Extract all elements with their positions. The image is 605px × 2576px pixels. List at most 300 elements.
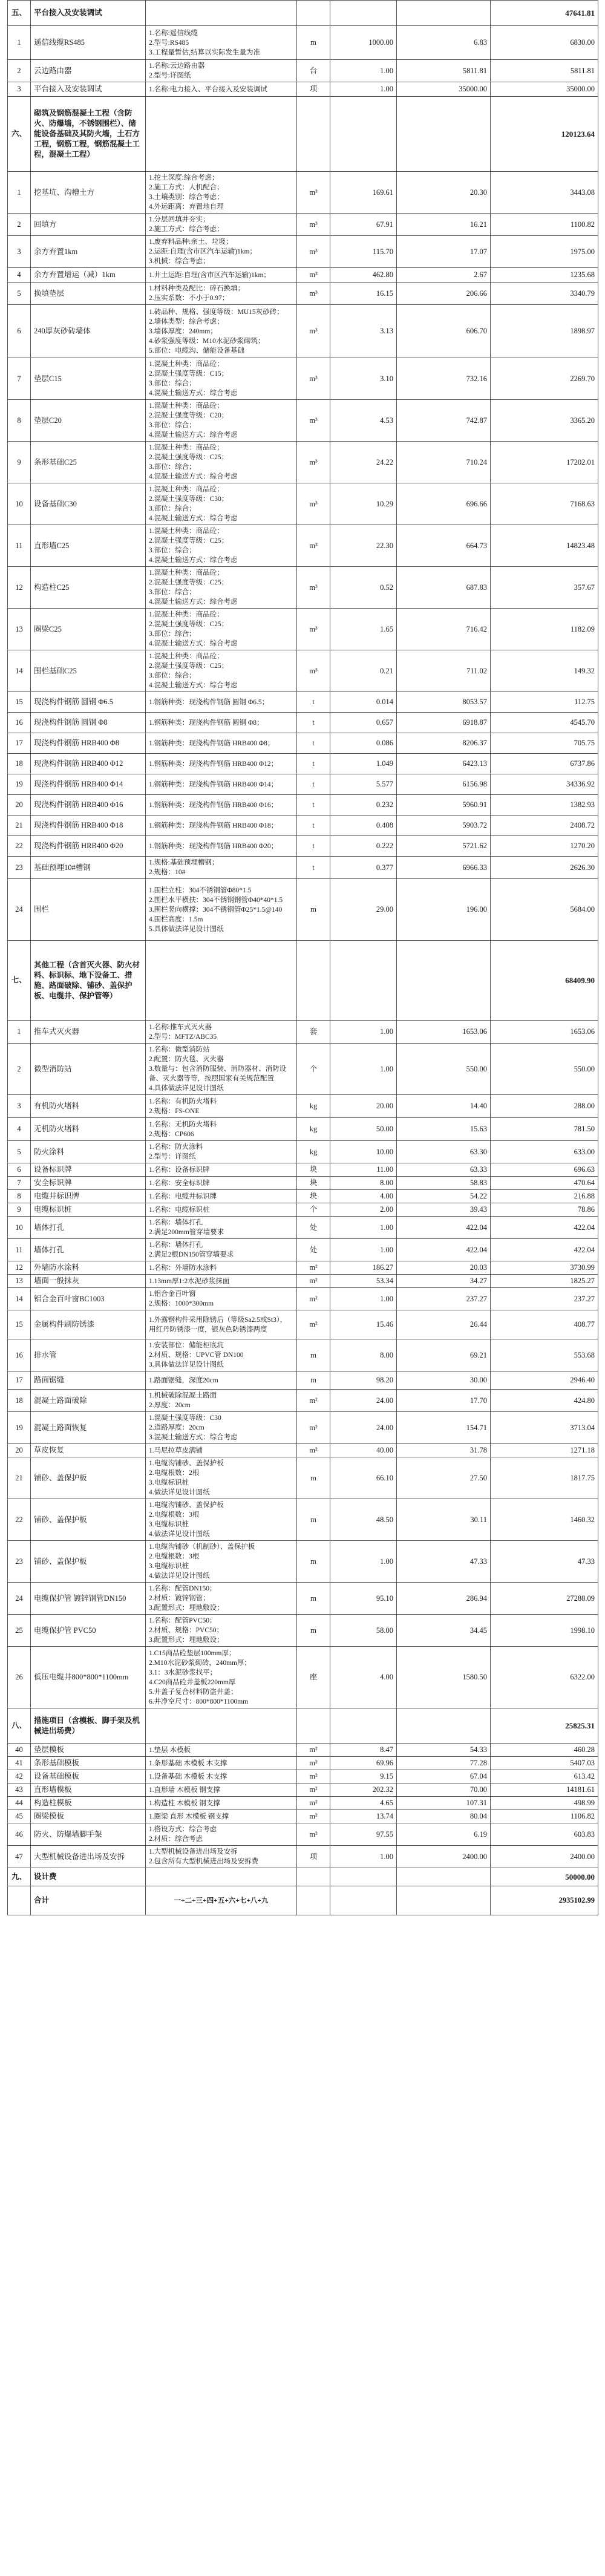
quantity: 10.29 (330, 483, 397, 525)
feature-line: 3.部位：综合； (149, 463, 196, 471)
item-name: 遥信线缆RS485 (31, 26, 146, 60)
feature-line: 1.垫层 木模板 (149, 1746, 191, 1754)
feature-line: 3.配置形式：埋地敷设； (149, 1604, 224, 1612)
row-number: 6 (8, 305, 31, 358)
unit: m² (297, 1288, 330, 1310)
feature-line: 2.型号：详图纸 (149, 1153, 196, 1160)
quantity: 3.13 (330, 305, 397, 358)
feature-line: 1.条形基础 木模板 木支撑 (149, 1759, 227, 1767)
unit: m² (297, 1444, 330, 1457)
item-name: 现浇构件钢筋 圆钢 Φ6.5 (31, 692, 146, 713)
amount: 422.04 (491, 1217, 598, 1239)
amount: 3340.79 (491, 283, 598, 305)
table-row (8, 1444, 598, 1457)
unit: m (297, 1371, 330, 1390)
unit: 套 (297, 1021, 330, 1044)
unit: 个 (297, 1044, 330, 1095)
unit: m³ (297, 236, 330, 268)
quantity: 1000.00 (330, 26, 397, 60)
table-row (8, 1044, 598, 1095)
quantity: 1.65 (330, 609, 397, 650)
feature-line: 1.钢筋种类：现浇构件钢筋 HRB400 Φ18； (149, 822, 278, 829)
feature-line: 2.包含所有大型机械进出场及安拆费 (149, 1858, 259, 1865)
quantity: 20.00 (330, 1095, 397, 1118)
feature-line: 1.名称：配管PVC50； (149, 1617, 217, 1624)
table-row (8, 1339, 598, 1371)
feature-line: 2.M10水泥砂浆砌砖，240mm厚； (149, 1659, 251, 1667)
item-name: 围栏基础C25 (31, 650, 146, 692)
row-number: 6 (8, 1163, 31, 1177)
item-features (146, 1, 297, 26)
item-name: 设备标识牌 (31, 1163, 146, 1177)
feature-line: 4.混凝土输送方式：综合考虑 (149, 473, 238, 480)
item-name: 铝合金百叶窗BC1003 (31, 1288, 146, 1310)
item-name: 电缆井标识牌 (31, 1190, 146, 1203)
feature-line: 1.混凝土强度等级：C30 (149, 1414, 221, 1422)
item-name: 铺砂、盖保护板 (31, 1457, 146, 1499)
feature-line: 1.电缆沟铺砂、盖保护板 (149, 1460, 224, 1467)
feature-line: 2.材质、规格：UPVC管 DN100 (149, 1352, 244, 1359)
amount: 1825.27 (491, 1275, 598, 1288)
row-number: 44 (8, 1797, 31, 1810)
unit-price: 716.42 (397, 609, 491, 650)
item-name: 设计费 (31, 1868, 146, 1886)
amount: 696.63 (491, 1163, 598, 1177)
feature-line: 1.13mm厚1:2水泥砂浆抹面 (149, 1277, 230, 1285)
quantity: 0.21 (330, 650, 397, 692)
item-name: 平台接入及安装调试 (31, 82, 146, 97)
unit-price: 606.70 (397, 305, 491, 358)
item-features (146, 1541, 297, 1583)
quantity (330, 97, 397, 172)
quantity: 1.00 (330, 1021, 397, 1044)
feature-line: 1.C15商品砼垫层100mm厚； (149, 1649, 236, 1657)
row-number: 10 (8, 483, 31, 525)
quantity: 58.00 (330, 1615, 397, 1647)
unit-price: 687.83 (397, 567, 491, 609)
item-features (146, 879, 297, 941)
row-number: 19 (8, 774, 31, 795)
item-features (146, 1647, 297, 1708)
unit: 块 (297, 1177, 330, 1190)
feature-line: 1.构造柱 木模板 钢支撑 (149, 1799, 220, 1807)
row-number: 25 (8, 1615, 31, 1647)
item-name: 墙体打孔 (31, 1239, 146, 1261)
item-features (146, 1021, 297, 1044)
quantity: 22.30 (330, 525, 397, 567)
unit: m (297, 1615, 330, 1647)
feature-line: 1.混凝土种类：商品砼； (149, 402, 224, 410)
item-name: 现浇构件钢筋 圆钢 Φ8 (31, 713, 146, 733)
quantity: 186.27 (330, 1261, 397, 1275)
amount: 1271.18 (491, 1444, 598, 1457)
item-name: 构造柱C25 (31, 567, 146, 609)
amount: 633.00 (491, 1141, 598, 1163)
feature-line: 1.名称：电缆标识桩 (149, 1206, 210, 1214)
feature-line: 1.设备基础 木模板 木支撑 (149, 1773, 227, 1780)
quantity: 462.80 (330, 268, 397, 283)
unit: m³ (297, 442, 330, 483)
unit-price: 16.21 (397, 214, 491, 236)
quantity: 0.232 (330, 795, 397, 816)
unit: m² (297, 1770, 330, 1783)
item-features (146, 172, 297, 214)
feature-line: 2.配置：防火毯、灭火器 (149, 1056, 224, 1063)
item-features (146, 836, 297, 857)
feature-line: 1.井土运距:自理(含市区汽车运输)1km； (149, 271, 270, 279)
unit-price: 34.27 (397, 1275, 491, 1288)
amount: 2626.30 (491, 857, 598, 879)
row-number: 八、 (8, 1708, 31, 1744)
table-row (8, 1583, 598, 1615)
table-row (8, 1261, 598, 1275)
table-row (8, 26, 598, 60)
item-features (146, 305, 297, 358)
row-number: 5 (8, 283, 31, 305)
table-row (8, 236, 598, 268)
item-features (146, 1708, 297, 1744)
row-number: 13 (8, 1275, 31, 1288)
amount: 2269.70 (491, 358, 598, 400)
unit-price: 17.70 (397, 1390, 491, 1412)
unit: m² (297, 1783, 330, 1797)
table-row (8, 483, 598, 525)
quantity: 9.15 (330, 1770, 397, 1783)
quantity (330, 941, 397, 1021)
row-number: 3 (8, 236, 31, 268)
amount: 1898.97 (491, 305, 598, 358)
table-row (8, 283, 598, 305)
item-features (146, 1886, 297, 1915)
feature-line: 2.运距:自理(含市区汽车运输)1km； (149, 248, 257, 255)
feature-line: 2.施工方式：人机配合； (149, 184, 224, 191)
quantity: 16.15 (330, 283, 397, 305)
amount: 78.86 (491, 1203, 598, 1217)
feature-line: 1.混凝土种类：商品砼； (149, 611, 224, 618)
quantity: 15.46 (330, 1310, 397, 1339)
row-number: 15 (8, 1310, 31, 1339)
feature-line: 1.混凝土种类：商品砼； (149, 569, 224, 577)
item-features (146, 1095, 297, 1118)
item-features (146, 400, 297, 442)
feature-line: 1.混凝土种类：商品砼； (149, 361, 224, 368)
item-features (146, 1457, 297, 1499)
quantity (330, 1886, 397, 1915)
row-number: 43 (8, 1783, 31, 1797)
unit (297, 1708, 330, 1744)
row-number: 24 (8, 1583, 31, 1615)
quantity: 11.00 (330, 1163, 397, 1177)
item-name: 防火、防爆墙脚手架 (31, 1823, 146, 1846)
item-name: 240厚灰砂砖墙体 (31, 305, 146, 358)
unit-price: 69.21 (397, 1339, 491, 1371)
feature-line: 1.混凝土种类：商品砼； (149, 653, 224, 660)
amount: 1100.82 (491, 214, 598, 236)
table-row (8, 82, 598, 97)
unit-price: 696.66 (397, 483, 491, 525)
unit-price: 80.04 (397, 1810, 491, 1823)
item-features (146, 1499, 297, 1541)
feature-line: 1.搭设方式：综合考虑 (149, 1826, 217, 1833)
item-name: 铺砂、盖保护板 (31, 1499, 146, 1541)
feature-line: 2.混凝土强度等级：C25； (149, 621, 229, 628)
unit-price: 286.94 (397, 1583, 491, 1615)
feature-line: 5.具体做法详见设计图纸 (149, 925, 224, 933)
item-name: 墙体打孔 (31, 1217, 146, 1239)
unit: m² (297, 1275, 330, 1288)
item-features (146, 816, 297, 836)
unit-price: 107.31 (397, 1797, 491, 1810)
table-row (8, 1095, 598, 1118)
unit: kg (297, 1118, 330, 1141)
item-features (146, 795, 297, 816)
unit-price: 35000.00 (397, 82, 491, 97)
item-features (146, 1444, 297, 1457)
quantity: 0.52 (330, 567, 397, 609)
feature-line: 2.型号：MFTZ/ABC35 (149, 1033, 217, 1041)
feature-line: 2.满足2根DN150管穿墙要求 (149, 1251, 234, 1258)
amount: 6830.00 (491, 26, 598, 60)
unit-price: 6156.98 (397, 774, 491, 795)
table-row (8, 1823, 598, 1846)
row-number: 16 (8, 1339, 31, 1371)
section-row (8, 1868, 598, 1886)
amount: 553.68 (491, 1339, 598, 1371)
unit-price: 5960.91 (397, 795, 491, 816)
unit: 个 (297, 1203, 330, 1217)
table-row (8, 1647, 598, 1708)
unit: m³ (297, 214, 330, 236)
quantity: 66.10 (330, 1457, 397, 1499)
amount: 2946.40 (491, 1371, 598, 1390)
unit-price: 77.28 (397, 1757, 491, 1770)
feature-line: 4.砂浆强度等级：M10水泥砂浆砌筑； (149, 337, 265, 345)
feature-line: 6.井净空尺寸：800*800*1100mm (149, 1698, 249, 1705)
row-number: 七、 (8, 941, 31, 1021)
feature-line: 4.混凝土输送方式：综合考虑 (149, 515, 238, 522)
amount: 357.67 (491, 567, 598, 609)
row-number: 9 (8, 442, 31, 483)
table-row (8, 525, 598, 567)
row-number: 21 (8, 1457, 31, 1499)
quantity: 1.00 (330, 1541, 397, 1583)
table-row (8, 1615, 598, 1647)
feature-line: 1.名称：防火涂料 (149, 1143, 203, 1151)
amount: 34336.92 (491, 774, 598, 795)
unit-price: 6966.33 (397, 857, 491, 879)
table-row (8, 305, 598, 358)
table-row (8, 692, 598, 713)
item-features (146, 483, 297, 525)
item-name: 条形基础C25 (31, 442, 146, 483)
item-features (146, 1044, 297, 1095)
feature-line: 2.混凝土强度等级：C30； (149, 495, 229, 503)
row-number: 20 (8, 1444, 31, 1457)
item-features (146, 1868, 297, 1886)
unit-price: 14.40 (397, 1095, 491, 1118)
item-name: 条形基础模板 (31, 1757, 146, 1770)
row-number: 18 (8, 754, 31, 774)
feature-line: 2.混凝土强度等级：C25； (149, 537, 229, 544)
table-row (8, 816, 598, 836)
table-row (8, 1239, 598, 1261)
row-number: 六、 (8, 97, 31, 172)
feature-line: 2.混凝土强度等级：C15； (149, 370, 229, 378)
feature-line: 3.工程量暂估,结算以实际发生量为准 (149, 48, 260, 56)
unit-price: 732.16 (397, 358, 491, 400)
feature-line: 3.数量与：包含消防服装、消防器材、消防设备、灭火器等等，按照国家有关规范配置 (149, 1065, 287, 1082)
amount: 1182.09 (491, 609, 598, 650)
item-name: 微型消防站 (31, 1044, 146, 1095)
row-number: 3 (8, 82, 31, 97)
feature-line: 5.部位：电缆沟、储能设备基础 (149, 347, 245, 355)
unit: 处 (297, 1239, 330, 1261)
unit-price: 63.30 (397, 1141, 491, 1163)
amount: 3730.99 (491, 1261, 598, 1275)
quantity: 53.34 (330, 1275, 397, 1288)
row-number: 2 (8, 60, 31, 82)
feature-line: 2.墙体类型：综合考虑； (149, 318, 224, 325)
unit-price: 17.07 (397, 236, 491, 268)
row-number: 12 (8, 1261, 31, 1275)
feature-line: 4.混凝土输送方式：综合考虑 (149, 682, 238, 689)
feature-line: 4.混凝土输送方式：综合考虑 (149, 598, 238, 606)
amount: 47.33 (491, 1541, 598, 1583)
quantity: 3.10 (330, 358, 397, 400)
quantity: 10.00 (330, 1141, 397, 1163)
feature-line: 1.钢筋种类：现浇构件钢筋 HRB400 Φ16； (149, 801, 278, 809)
feature-line: 3.配置形式：埋地敷设； (149, 1636, 224, 1644)
quantity: 40.00 (330, 1444, 397, 1457)
item-features (146, 1371, 297, 1390)
unit-price: 196.00 (397, 879, 491, 941)
item-features (146, 1275, 297, 1288)
feature-line: 1.规格:基础预埋槽钢； (149, 859, 219, 866)
unit-price: 26.44 (397, 1310, 491, 1339)
item-name: 金属构件刷防锈漆 (31, 1310, 146, 1339)
feature-line: 2.满足200mm管穿墙要求 (149, 1229, 224, 1236)
unit-price: 47.33 (397, 1541, 491, 1583)
table-row (8, 1810, 598, 1823)
amount: 1653.06 (491, 1021, 598, 1044)
quantity: 24.00 (330, 1390, 397, 1412)
table-row (8, 1310, 598, 1339)
amount: 5811.81 (491, 60, 598, 82)
amount: 3365.20 (491, 400, 598, 442)
unit: t (297, 795, 330, 816)
amount: 216.88 (491, 1190, 598, 1203)
feature-line: 3.部位：综合； (149, 380, 196, 387)
row-number: 10 (8, 1217, 31, 1239)
amount: 3713.04 (491, 1412, 598, 1444)
item-features (146, 236, 297, 268)
table-row (8, 1797, 598, 1810)
budget-table (7, 0, 598, 1915)
amount: 4545.70 (491, 713, 598, 733)
unit-price: 70.00 (397, 1783, 491, 1797)
unit: m² (297, 1310, 330, 1339)
feature-line: 4.C20商品砼井盖板220mm厚 (149, 1678, 236, 1686)
feature-line: 3.部位：综合； (149, 547, 196, 554)
item-features (146, 1770, 297, 1783)
row-number: 14 (8, 650, 31, 692)
quantity: 202.32 (330, 1783, 397, 1797)
quantity: 5.577 (330, 774, 397, 795)
unit: 块 (297, 1190, 330, 1203)
amount: 1460.32 (491, 1499, 598, 1541)
unit: 处 (297, 1217, 330, 1239)
feature-line: 2.规格：CP606 (149, 1130, 194, 1138)
item-features (146, 1390, 297, 1412)
table-row (8, 1371, 598, 1390)
table-row (8, 1541, 598, 1583)
item-name: 其他工程（含首灭火器、防火材料、标识标、地下设备工、措施、路面破除、铺砂、盖保护板、电缆井、保护管等） (31, 941, 146, 1021)
table-row (8, 795, 598, 816)
unit: m³ (297, 358, 330, 400)
feature-line: 3.土壤类别：综合考虑； (149, 194, 224, 201)
table-row (8, 774, 598, 795)
unit-price (397, 1708, 491, 1744)
unit-price: 30.11 (397, 1499, 491, 1541)
unit-price: 206.66 (397, 283, 491, 305)
item-name: 草皮恢复 (31, 1444, 146, 1457)
unit-price: 8206.37 (397, 733, 491, 754)
quantity: 0.408 (330, 816, 397, 836)
table-row (8, 1390, 598, 1412)
feature-line: 3.1：3水泥砂浆找平； (149, 1669, 217, 1676)
item-features (146, 1310, 297, 1339)
table-row (8, 358, 598, 400)
feature-line: 1.废弃料品种:余土、垃圾； (149, 238, 233, 246)
unit: kg (297, 1095, 330, 1118)
item-features (146, 1163, 297, 1177)
item-features (146, 1783, 297, 1797)
item-name: 设备基础C30 (31, 483, 146, 525)
amount: 5684.00 (491, 879, 598, 941)
quantity: 29.00 (330, 879, 397, 941)
unit-price (397, 1, 491, 26)
table-row (8, 1457, 598, 1499)
unit: m³ (297, 567, 330, 609)
quantity (330, 1708, 397, 1744)
row-number: 14 (8, 1288, 31, 1310)
amount: 47641.81 (491, 1, 598, 26)
item-name: 挖基坑、沟槽土方 (31, 172, 146, 214)
quantity: 1.049 (330, 754, 397, 774)
item-name: 直形墙C25 (31, 525, 146, 567)
feature-line: 1.电缆沟铺砂（机制砂）、盖保护板 (149, 1543, 255, 1551)
feature-line: 4.混凝土输送方式：综合考虑 (149, 640, 238, 647)
item-name: 平台接入及安装调试 (31, 1, 146, 26)
unit: t (297, 816, 330, 836)
unit: m² (297, 1261, 330, 1275)
quantity: 4.00 (330, 1190, 397, 1203)
feature-line: 3.围栏竖向横撑：304不锈钢管Φ25*1.5@140 (149, 906, 283, 914)
quantity: 0.657 (330, 713, 397, 733)
row-number: 5 (8, 1141, 31, 1163)
quantity: 48.50 (330, 1499, 397, 1541)
amount: 17202.01 (491, 442, 598, 483)
feature-line: 1.电缆沟铺砂、盖保护板 (149, 1502, 224, 1509)
unit-price: 27.50 (397, 1457, 491, 1499)
row-number: 46 (8, 1823, 31, 1846)
feature-line: 1.名称：外墙防水涂料 (149, 1264, 217, 1272)
unit-price: 6.19 (397, 1823, 491, 1846)
feature-line: 1.材料种类及配比：碎石换填； (149, 285, 245, 292)
item-name: 垫层模板 (31, 1744, 146, 1757)
quantity (330, 1, 397, 26)
table-row (8, 1190, 598, 1203)
